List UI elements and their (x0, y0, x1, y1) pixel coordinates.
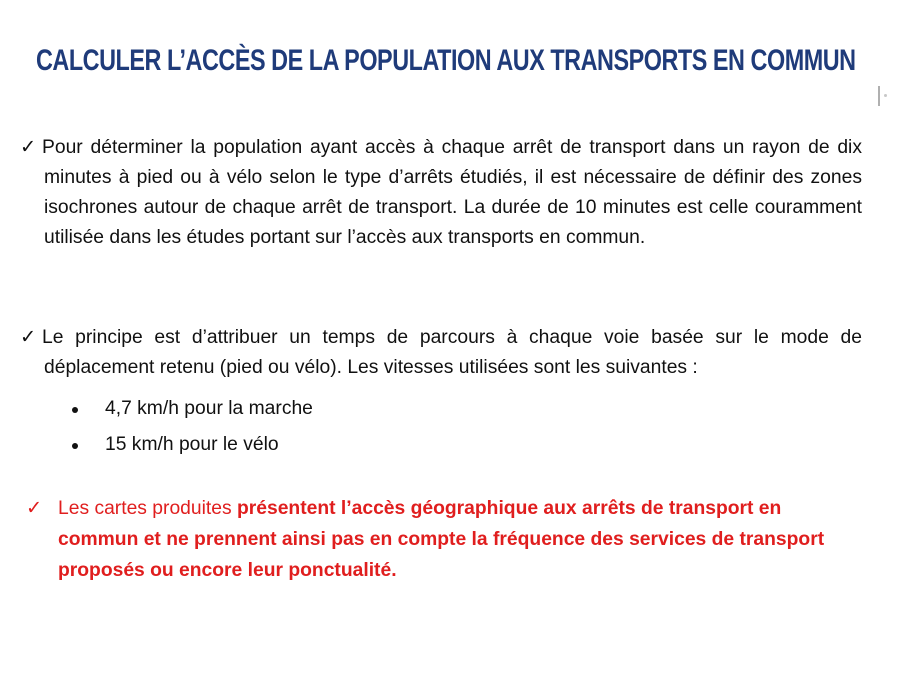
bullet-icon (72, 443, 78, 449)
paragraph-text-normal: Les cartes produites (58, 498, 237, 519)
slide-title: CALCULER L’ACCÈS DE LA POPULATION AUX TRANSPORTS EN COMMUN (36, 44, 856, 77)
edge-marker-dot (884, 94, 887, 97)
paragraph-text-bold: présentent l’accès géographique aux arrêts de transport en commun et ne prennent ainsi pas en compte la fréquence des services de transport proposés ou encore leur ponctualité. (58, 498, 825, 581)
paragraph-body (20, 323, 862, 383)
list-item (70, 427, 313, 463)
paragraph-body (22, 493, 842, 586)
paragraph-text: Pour déterminer la population ayant accès à chaque arrêt de transport dans un rayon de dix minutes à pied ou à vélo selon le type d’arrêts étudiés, il est nécessaire de définir des zones isochrones autour de chaque arrêt de transport. La durée de 10 minutes est celle couramment utilisée dans les études portant sur l’accès aux transports en commun. (42, 137, 862, 248)
paragraph-body (20, 133, 862, 253)
checkmark-icon: ✓ (26, 498, 43, 519)
speed-cycling: 15 km/h pour le vélo (105, 434, 279, 455)
checkmark-icon: ✓ (20, 327, 37, 348)
list-item (70, 391, 313, 427)
paragraph-population-access (20, 133, 862, 253)
edge-marker (875, 86, 889, 106)
bullet-icon (72, 407, 78, 413)
edge-marker-bar (878, 86, 880, 106)
speed-walking: 4,7 km/h pour la marche (105, 398, 313, 419)
paragraph-text: Le principe est d’attribuer un temps de parcours à chaque voie basée sur le mode de déplacement retenu (pied ou vélo). Les vitesses utilisées sont les suivantes : (42, 327, 862, 378)
speed-list (70, 391, 313, 463)
checkmark-icon: ✓ (20, 137, 37, 158)
paragraph-maps-note (22, 493, 842, 586)
paragraph-travel-time-principle (20, 323, 862, 383)
